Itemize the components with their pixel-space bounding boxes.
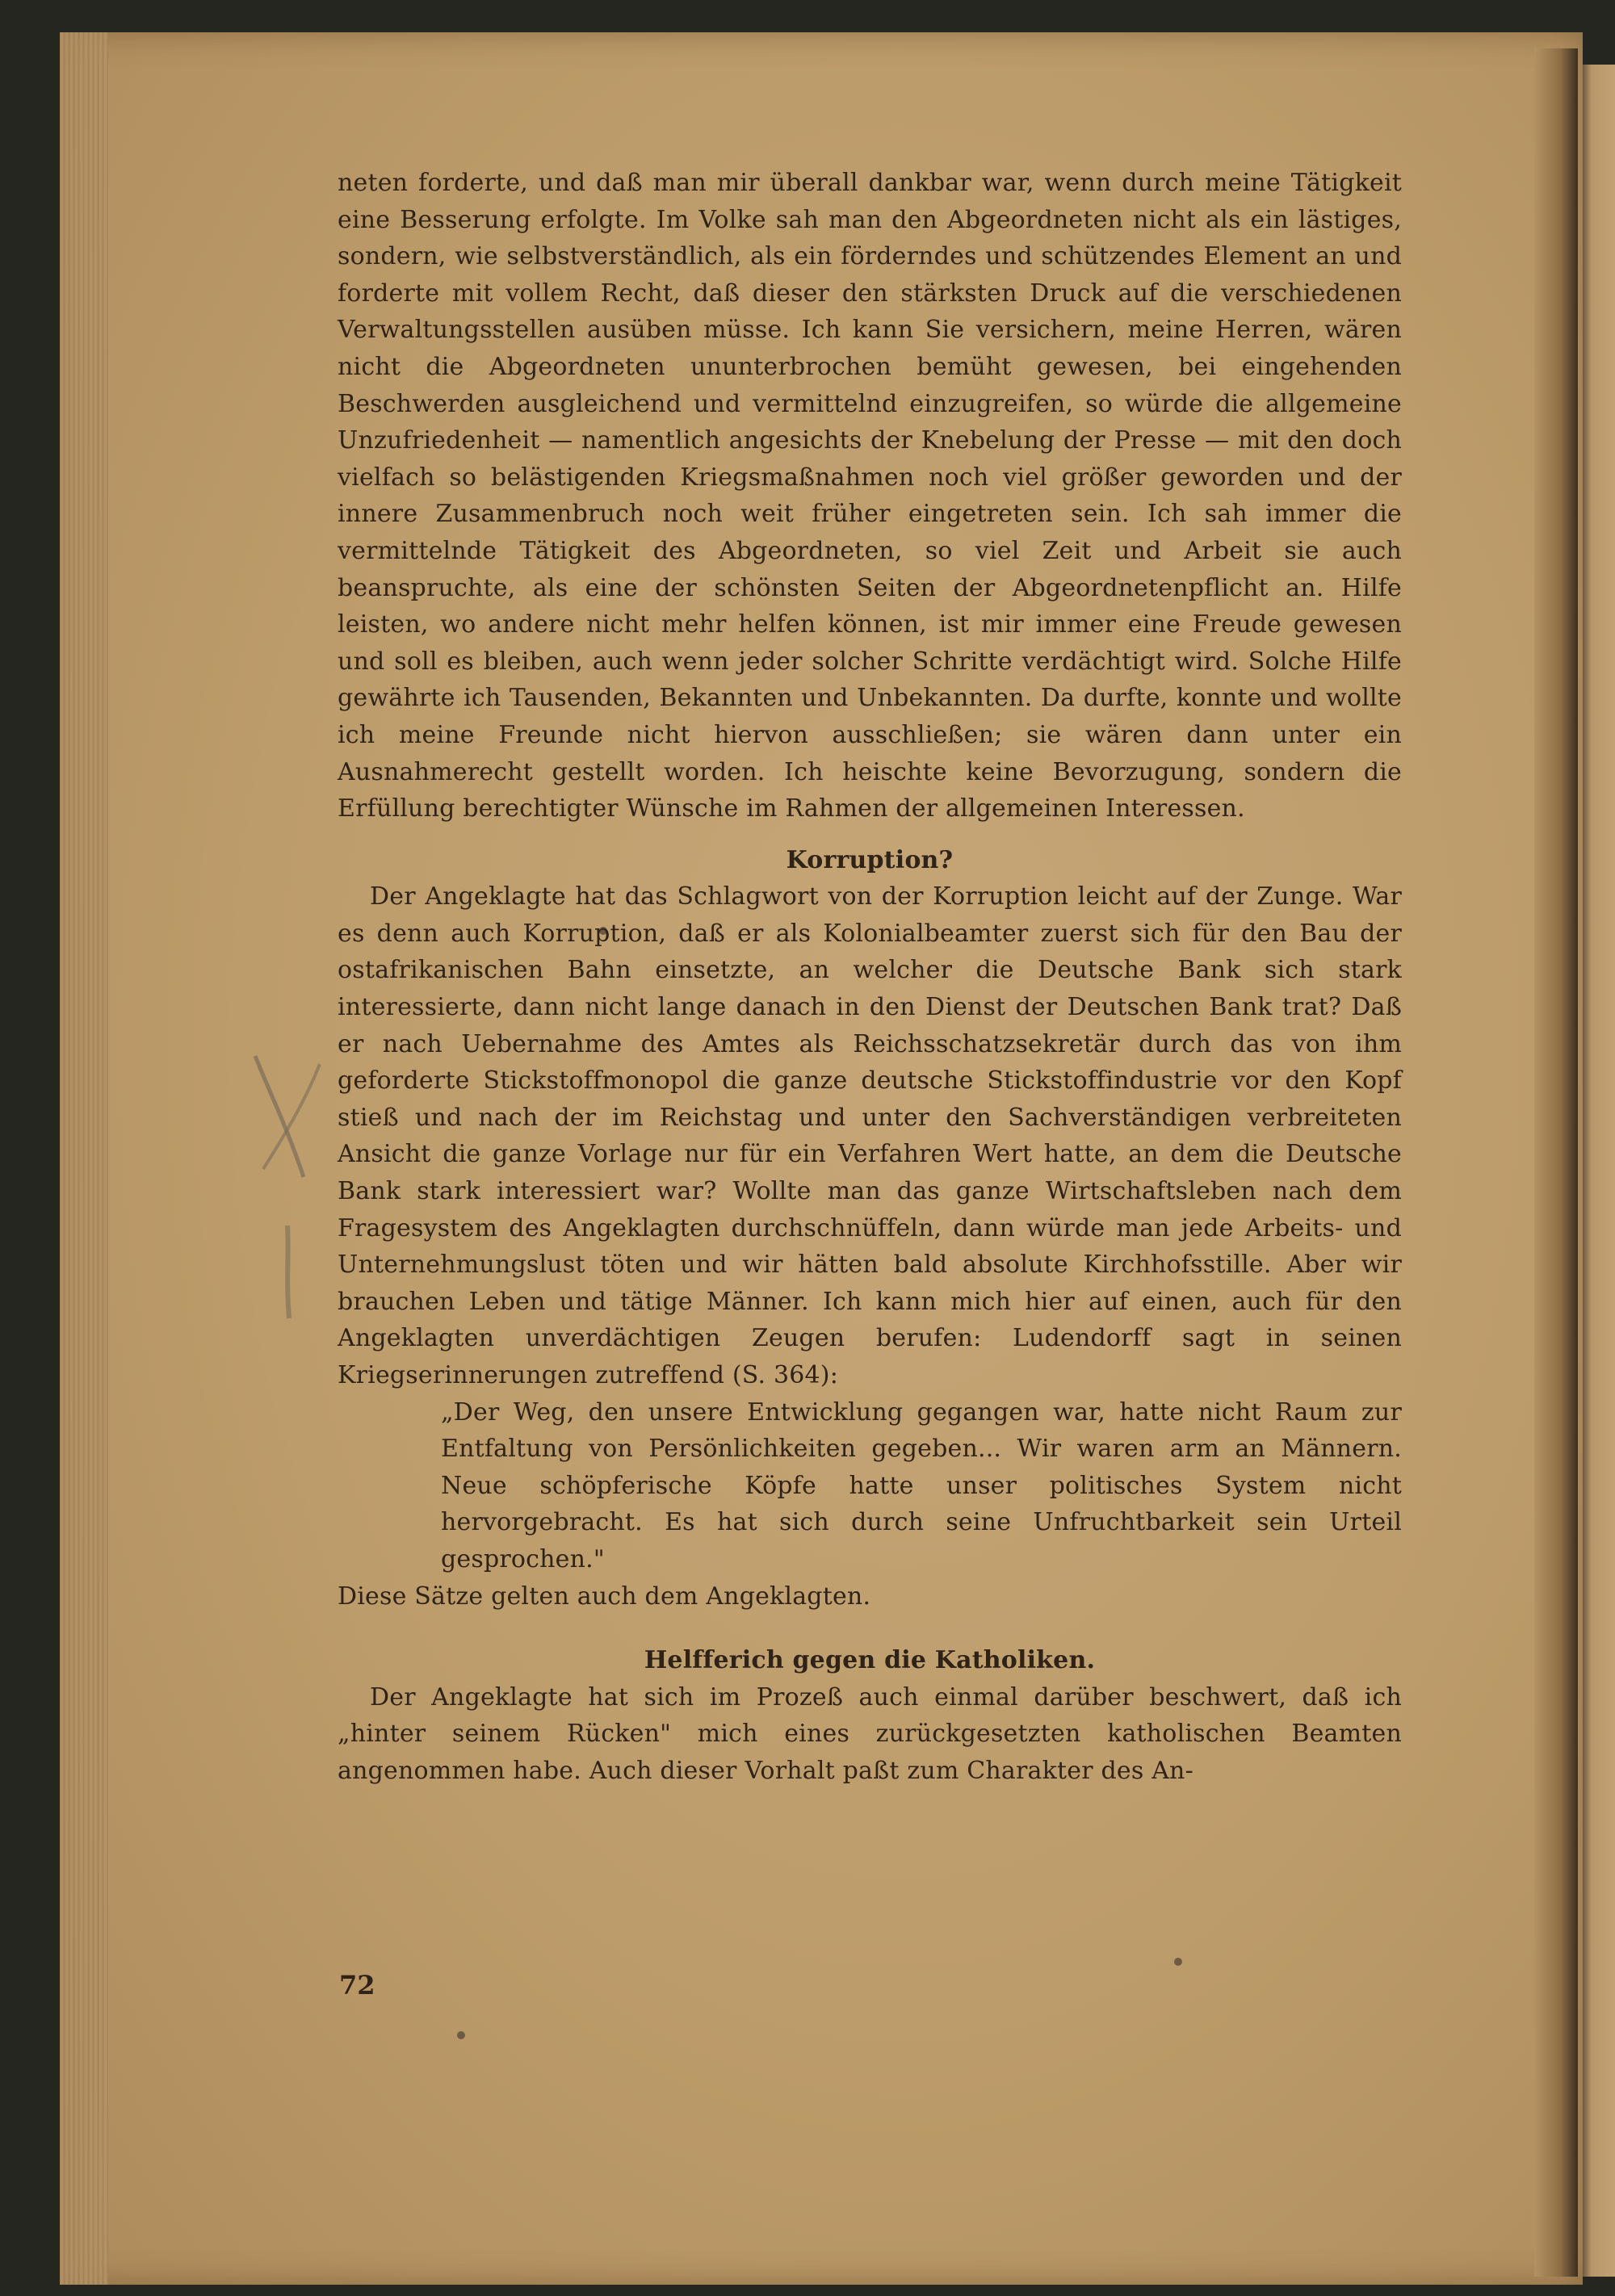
block-quote: „Der Weg, den unsere Entwicklung gegangen war, hatte nicht Raum zur Entfaltung von Persönlichkeiten gegeben... Wir waren arm an Männern. Neue schöpferische Köpfe hatte unser politisches System nicht hervorgebracht. Es hat sich durch seine Unfruchtbarkeit sein Urteil gesprochen." bbox=[441, 1397, 1402, 1573]
ink-dot bbox=[1174, 1958, 1182, 1966]
body-paragraph: Der Angeklagte hat das Schlagwort von der Korruption leicht auf der Zunge. War es denn auch Korruption, daß er als Kolonialbeamter zuerst sich für den Bau der ostafrikanischen Bahn einsetzte, an welcher die Deutsche Bank sich stark interessierte, dann nicht lange danach in den Dienst der Deutschen Bank trat? Daß er nach Uebernahme des Amtes als Reichsschatzsekretär durch das von ihm geforderte Stickstoffmonopol die ganze deutsche Stickstoffindustrie vor den Kopf stieß und nach der im Reichstag und unter den Sachverständigen verbreiteten Ansicht die ganze Vorlage nur für ein Verfahren Wert hatte, an dem die Deutsche Bank stark interessiert war? Wollte man das ganze Wirtschaftsleben nach dem Fragesystem des Angeklagten durchschnüffeln, dann würde man jede Arbeits- und Unternehmungslust töten und wir hätten bald absolute Kirchhofsstille. Aber wir brauchen Leben und tätige Männer. Ich kann mich hier auf einen, auch für den Angeklagten unverdächtigen Zeugen berufen: Ludendorff sagt in seinen Kriegserinnerungen zutreffend (S. 364): bbox=[338, 882, 1402, 1389]
body-paragraph: Der Angeklagte hat sich im Prozeß auch einmal darüber beschwert, daß ich „hinter seinem Rücken" mich eines zurückgesetzten katholischen Beamten angenommen habe. Auch dieser Vorhalt paßt zum Charakter des An- bbox=[338, 1682, 1402, 1785]
ink-dot bbox=[457, 2031, 465, 2039]
body-paragraph: neten forderte, und daß man mir überall dankbar war, wenn durch meine Tätigkeit eine Besserung erfolgte. Im Volke sah man den Abgeordneten nicht als ein lästiges, sondern, wie selbstverständlich, als ein förderndes und schützendes Element an und forderte mit vollem Recht, daß dieser den stärksten Druck auf die verschiedenen Verwaltungsstellen ausüben müsse. Ich kann Sie versichern, meine Herren, wären nicht die Abgeordneten ununterbrochen bemüht gewesen, bei eingehenden Beschwerden ausgleichend und vermittelnd einzugreifen, so würde die allgemeine Unzufriedenheit — namentlich angesichts der Knebelung der Presse — mit den doch vielfach so belästigenden Kriegsmaßnahmen noch viel größer geworden und der innere Zusammenbruch noch weit früher eingetreten sein. Ich sah immer die vermittelnde Tätigkeit des Abgeordneten, so viel Zeit und Arbeit sie auch beanspruchte, als eine der schönsten Seiten der Abgeordnetenpflicht an. Hilfe leisten, wo andere nicht mehr helfen können, ist mir immer eine Freude gewesen und soll es bleiben, auch wenn jeder solcher Schritte verdächtigt wird. Solche Hilfe gewährte ich Tausenden, Bekannten und Unbekannten. Da durfte, konnte und wollte ich meine Freunde nicht hiervon ausschließen; sie wären dann unter ein Ausnahmerecht gestellt worden. Ich heischte keine Bevorzugung, sondern die Erfüllung berechtigter Wünsche im Rahmen der allgemeinen Interessen. bbox=[338, 169, 1402, 823]
section-heading: Korruption? bbox=[786, 845, 954, 874]
main-text bbox=[338, 165, 1402, 1790]
body-paragraph: Diese Sätze gelten auch dem Angeklagten. bbox=[338, 1582, 871, 1611]
next-page-edge bbox=[1579, 65, 1615, 2277]
page-stack-edge bbox=[60, 32, 108, 2285]
book-spine-shadow bbox=[1534, 48, 1578, 2277]
pencil-margin-mark bbox=[239, 1040, 344, 1330]
page-number: 72 bbox=[339, 1970, 375, 2001]
section-heading: Helfferich gegen die Katholiken. bbox=[644, 1646, 1096, 1675]
